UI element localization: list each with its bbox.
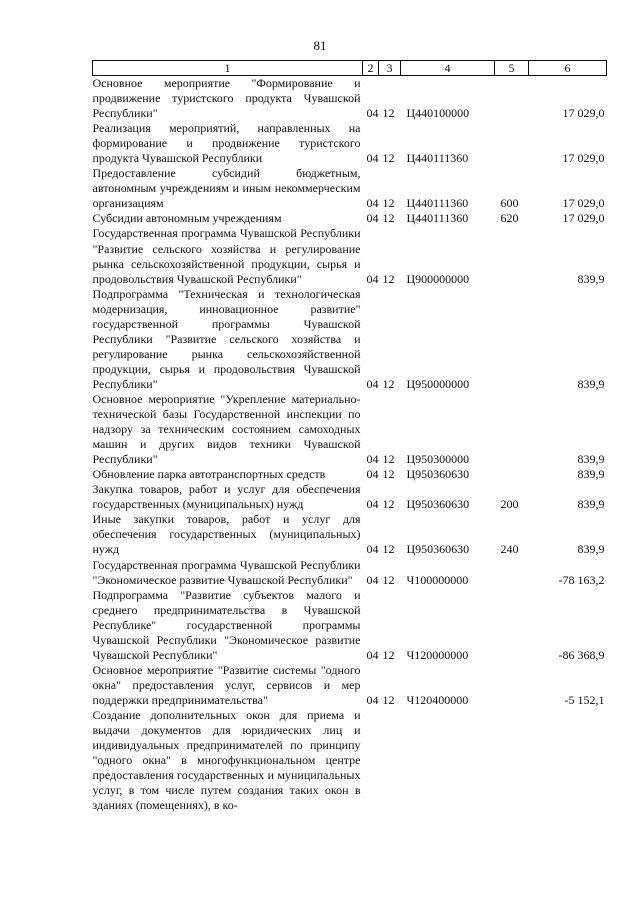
target-article-code: Ч100000000 xyxy=(406,572,469,587)
target-article-code xyxy=(401,708,495,813)
table-row xyxy=(93,211,607,226)
subsection-code: 12 xyxy=(382,467,395,482)
header-row xyxy=(93,61,607,76)
amount: 839,9 xyxy=(577,467,605,482)
section-code: 04 xyxy=(366,211,379,226)
subsection-code: 12 xyxy=(382,647,395,662)
amount: 839,9 xyxy=(577,376,605,391)
page-number: 81 xyxy=(313,38,327,53)
column-header-4: 4 xyxy=(401,61,495,76)
amount: -78 163,2 xyxy=(558,572,605,587)
amount: 839,9 xyxy=(577,497,605,512)
expense-type-code xyxy=(495,76,529,122)
target-article-code: Ц950300000 xyxy=(406,452,470,467)
subsection-code: 12 xyxy=(382,211,395,226)
expense-type-code xyxy=(495,226,529,286)
amount xyxy=(529,708,607,813)
column-header-3: 3 xyxy=(379,61,401,76)
table-row xyxy=(93,467,607,482)
target-article-code: Ч120000000 xyxy=(406,647,469,662)
row-description: Подпрограмма "Техническая и технологическая модернизация, инновационное развитие" государственной программы Чувашской Республики "Развитие сельского хозяйства и регулирование рынка сельскохозяйственной продукции, сырья и продовольствия Чувашской Республики" xyxy=(92,286,361,391)
section-code: 04 xyxy=(366,151,379,166)
row-description: Предоставление субсидий бюджетным, автономным учреждениям и иным некоммерческим организациям xyxy=(92,166,361,211)
section-code: 04 xyxy=(366,467,379,482)
column-header-1: 1 xyxy=(93,61,363,76)
section-code: 04 xyxy=(366,542,379,557)
row-description: Подпрограмма "Развитие субъектов малого и среднего предпринимательства в Чувашской Республике" государственной программы Чувашской Республики "Экономическое развитие Чувашской Республики" xyxy=(92,587,361,662)
expense-type-code xyxy=(495,663,529,708)
table-row xyxy=(93,512,607,557)
target-article-code: Ц440111360 xyxy=(406,151,469,166)
table-row xyxy=(93,708,607,813)
table-row xyxy=(93,392,607,467)
subsection-code: 12 xyxy=(382,271,395,286)
target-article-code: Ц440100000 xyxy=(406,106,470,121)
section-code xyxy=(363,708,379,813)
expense-type-code xyxy=(495,558,529,588)
section-code: 04 xyxy=(366,647,379,662)
section-code: 04 xyxy=(366,376,379,391)
amount: 17 029,0 xyxy=(562,196,605,211)
section-code: 04 xyxy=(366,497,379,512)
table-row xyxy=(93,166,607,211)
section-code: 04 xyxy=(366,572,379,587)
expense-type-code xyxy=(495,588,529,663)
amount: 839,9 xyxy=(577,542,605,557)
section-code: 04 xyxy=(366,196,379,211)
subsection-code: 12 xyxy=(382,497,395,512)
target-article-code: Ц440111360 xyxy=(406,211,469,226)
target-article-code: Ц440111360 xyxy=(406,196,469,211)
target-article-code: Ц950360630 xyxy=(406,497,470,512)
row-description: Государственная программа Чувашской Республики "Развитие сельского хозяйства и регулирование рынка сельскохозяйственной продукции, сырья и продовольствия Чувашской Республики" xyxy=(92,226,361,286)
section-code: 04 xyxy=(366,692,379,707)
row-description: Основное мероприятие "Развитие системы "одного окна" предоставления услуг, сервисов и мер поддержки предпринимательства" xyxy=(92,662,361,707)
expense-type-code xyxy=(495,121,529,166)
table-row xyxy=(93,121,607,166)
table-row xyxy=(93,226,607,286)
budget-table xyxy=(92,60,607,813)
row-description: Субсидии автономным учреждениям xyxy=(92,211,282,226)
subsection-code: 12 xyxy=(382,106,395,121)
expense-type-code: 620 xyxy=(500,211,519,226)
row-description: Реализация мероприятий, направленных на формирование и продвижение туристского продукта Чувашской Республики xyxy=(92,121,361,166)
expense-type-code xyxy=(495,467,529,482)
amount: 17 029,0 xyxy=(562,106,605,121)
amount: 839,9 xyxy=(577,271,605,286)
expense-type-code xyxy=(495,708,529,813)
subsection-code: 12 xyxy=(382,692,395,707)
subsection-code: 12 xyxy=(382,376,395,391)
amount: -86 368,9 xyxy=(558,647,605,662)
subsection-code: 12 xyxy=(382,151,395,166)
subsection-code: 12 xyxy=(382,196,395,211)
target-article-code: Ц950360630 xyxy=(406,542,470,557)
table-row xyxy=(93,482,607,512)
row-description: Основное мероприятие "Укрепление материально-технической базы Государственной инспекции по надзору за техническим состоянием самоходных машин и других видов техники Чувашской Республики" xyxy=(92,391,361,467)
expense-type-code xyxy=(495,287,529,392)
target-article-code: Ч120400000 xyxy=(406,692,469,707)
expense-type-code: 600 xyxy=(500,196,519,211)
row-description: Обновление парка автотранспортных средств xyxy=(92,467,326,482)
table-row xyxy=(93,663,607,708)
target-article-code: Ц950360630 xyxy=(406,467,470,482)
subsection-code: 12 xyxy=(382,542,395,557)
section-code: 04 xyxy=(366,106,379,121)
table-row xyxy=(93,287,607,392)
column-header-2: 2 xyxy=(363,61,379,76)
section-code: 04 xyxy=(366,452,379,467)
expense-type-code: 200 xyxy=(500,497,519,512)
amount: -5 152,1 xyxy=(564,692,605,707)
column-header-6: 6 xyxy=(529,61,607,76)
table-row xyxy=(93,558,607,588)
expense-type-code: 240 xyxy=(500,542,519,557)
subsection-code: 12 xyxy=(382,452,395,467)
row-description: Основное мероприятие "Формирование и продвижение туристского продукта Чувашской Республики" xyxy=(92,76,361,121)
target-article-code: Ц900000000 xyxy=(406,271,470,286)
amount: 17 029,0 xyxy=(562,211,605,226)
row-description: Закупка товаров, работ и услуг для обеспечения государственных (муниципальных) нужд xyxy=(92,482,361,512)
row-description: Государственная программа Чувашской Республики "Экономическое развитие Чувашской Республики" xyxy=(92,557,361,587)
expense-type-code xyxy=(495,392,529,467)
subsection-code xyxy=(379,708,401,813)
row-description: Иные закупки товаров, работ и услуг для обеспечения государственных (муниципальных) нужд xyxy=(92,512,361,557)
column-header-5: 5 xyxy=(495,61,529,76)
table-row xyxy=(93,588,607,663)
amount: 839,9 xyxy=(577,452,605,467)
table-row xyxy=(93,76,607,122)
amount: 17 029,0 xyxy=(562,151,605,166)
row-description: Создание дополнительных окон для приема и выдачи документов для юридических лиц и индивидуальных предпринимателей по принципу "одного окна" в многофункциональном центре предоставления государственных и муниципальных услуг, в том числе путем создания таких окон в зданиях (помещениях), в ко- xyxy=(92,707,361,813)
subsection-code: 12 xyxy=(382,572,395,587)
target-article-code: Ц950000000 xyxy=(406,376,470,391)
section-code: 04 xyxy=(366,271,379,286)
